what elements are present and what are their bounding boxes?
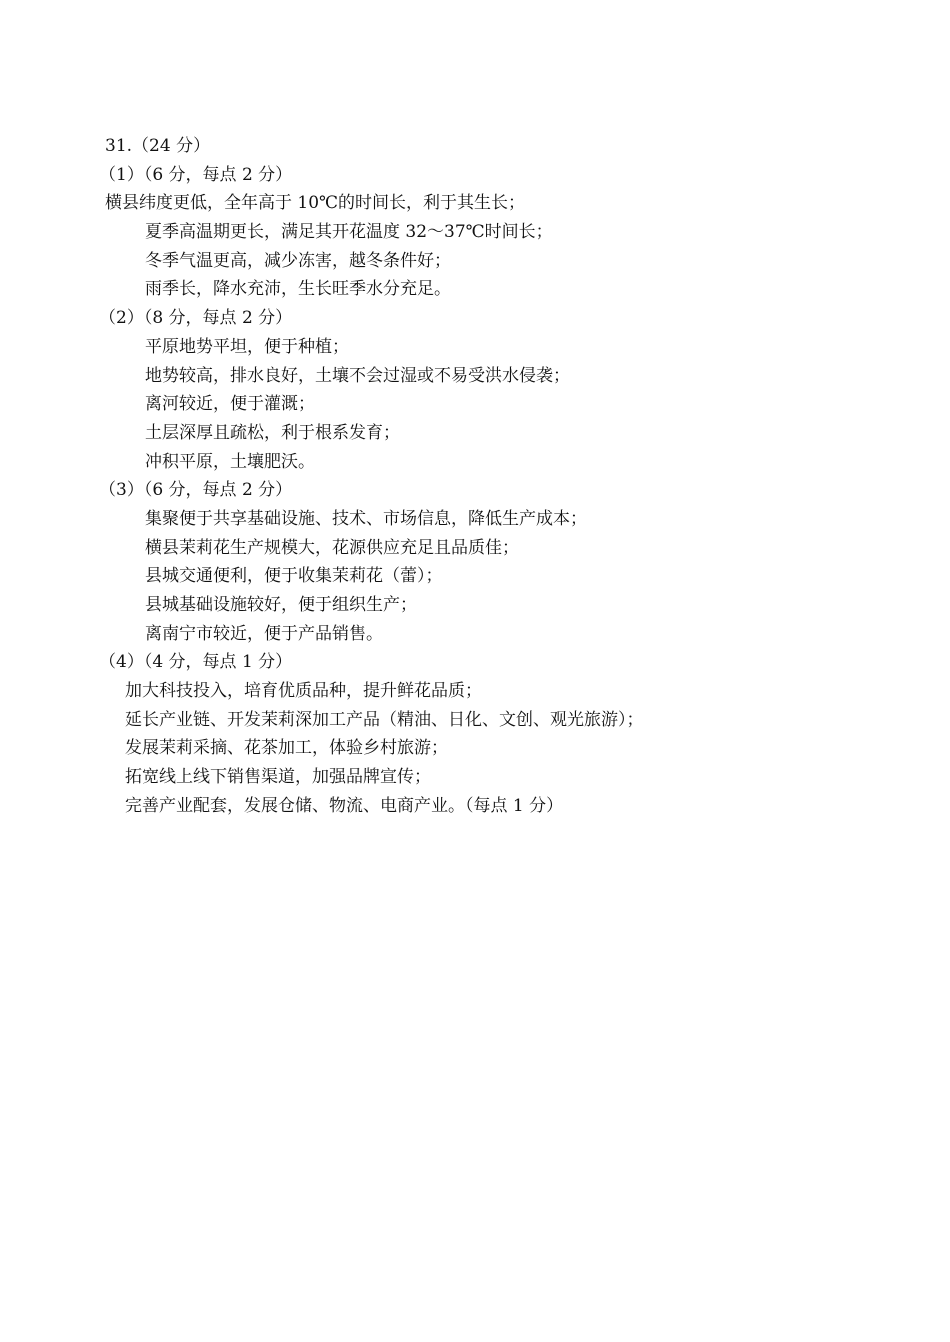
answer-content (99, 132, 905, 821)
part4-item: 加大科技投入，培育优质品种，提升鲜花品质； (125, 681, 482, 702)
part3-item: 集聚便于共享基础设施、技术、市场信息，降低生产成本； (145, 508, 587, 529)
part1-item: 夏季高温期更长，满足其开花温度 32～37℃时间长； (145, 222, 553, 243)
question-title: 31.（24 分） (105, 136, 211, 156)
part4-heading: （4）（4 分，每点 1 分） (99, 652, 293, 673)
part1-heading: （1）（6 分，每点 2 分） (99, 164, 293, 185)
part3-item: 横县茉莉花生产规模大，花源供应充足且品质佳； (145, 537, 519, 558)
part2-item: 离河较近，便于灌溉； (145, 394, 315, 415)
part4-item: 延长产业链、开发茉莉深加工产品（精油、日化、文创、观光旅游）； (125, 709, 644, 730)
part1-lead: 横县纬度更低，全年高于 10℃的时间长，利于其生长； (105, 193, 526, 214)
part3-heading: （3）（6 分，每点 2 分） (99, 480, 293, 501)
part2-item: 冲积平原，土壤肥沃。 (145, 451, 315, 472)
part1-item: 冬季气温更高，减少冻害，越冬条件好； (145, 250, 451, 271)
part4-item: 拓宽线上线下销售渠道，加强品牌宣传； (125, 767, 431, 788)
part3-item: 县城交通便利，便于收集茉莉花（蕾）； (145, 566, 443, 587)
part2-item: 平原地势平坦，便于种植； (145, 336, 349, 357)
part4-item: 完善产业配套，发展仓储、物流、电商产业。（每点 1 分） (125, 795, 564, 816)
part3-item: 县城基础设施较好，便于组织生产； (145, 595, 417, 615)
part2-heading: （2）（8 分，每点 2 分） (99, 308, 293, 329)
part3-item: 离南宁市较近，便于产品销售。 (145, 623, 383, 644)
part2-item: 土层深厚且疏松，利于根系发育； (145, 422, 400, 443)
part1-item: 雨季长，降水充沛，生长旺季水分充足。 (145, 279, 451, 300)
part2-item: 地势较高，排水良好，土壤不会过湿或不易受洪水侵袭； (145, 365, 570, 386)
part4-item: 发展茉莉采摘、花茶加工，体验乡村旅游； (125, 738, 448, 759)
